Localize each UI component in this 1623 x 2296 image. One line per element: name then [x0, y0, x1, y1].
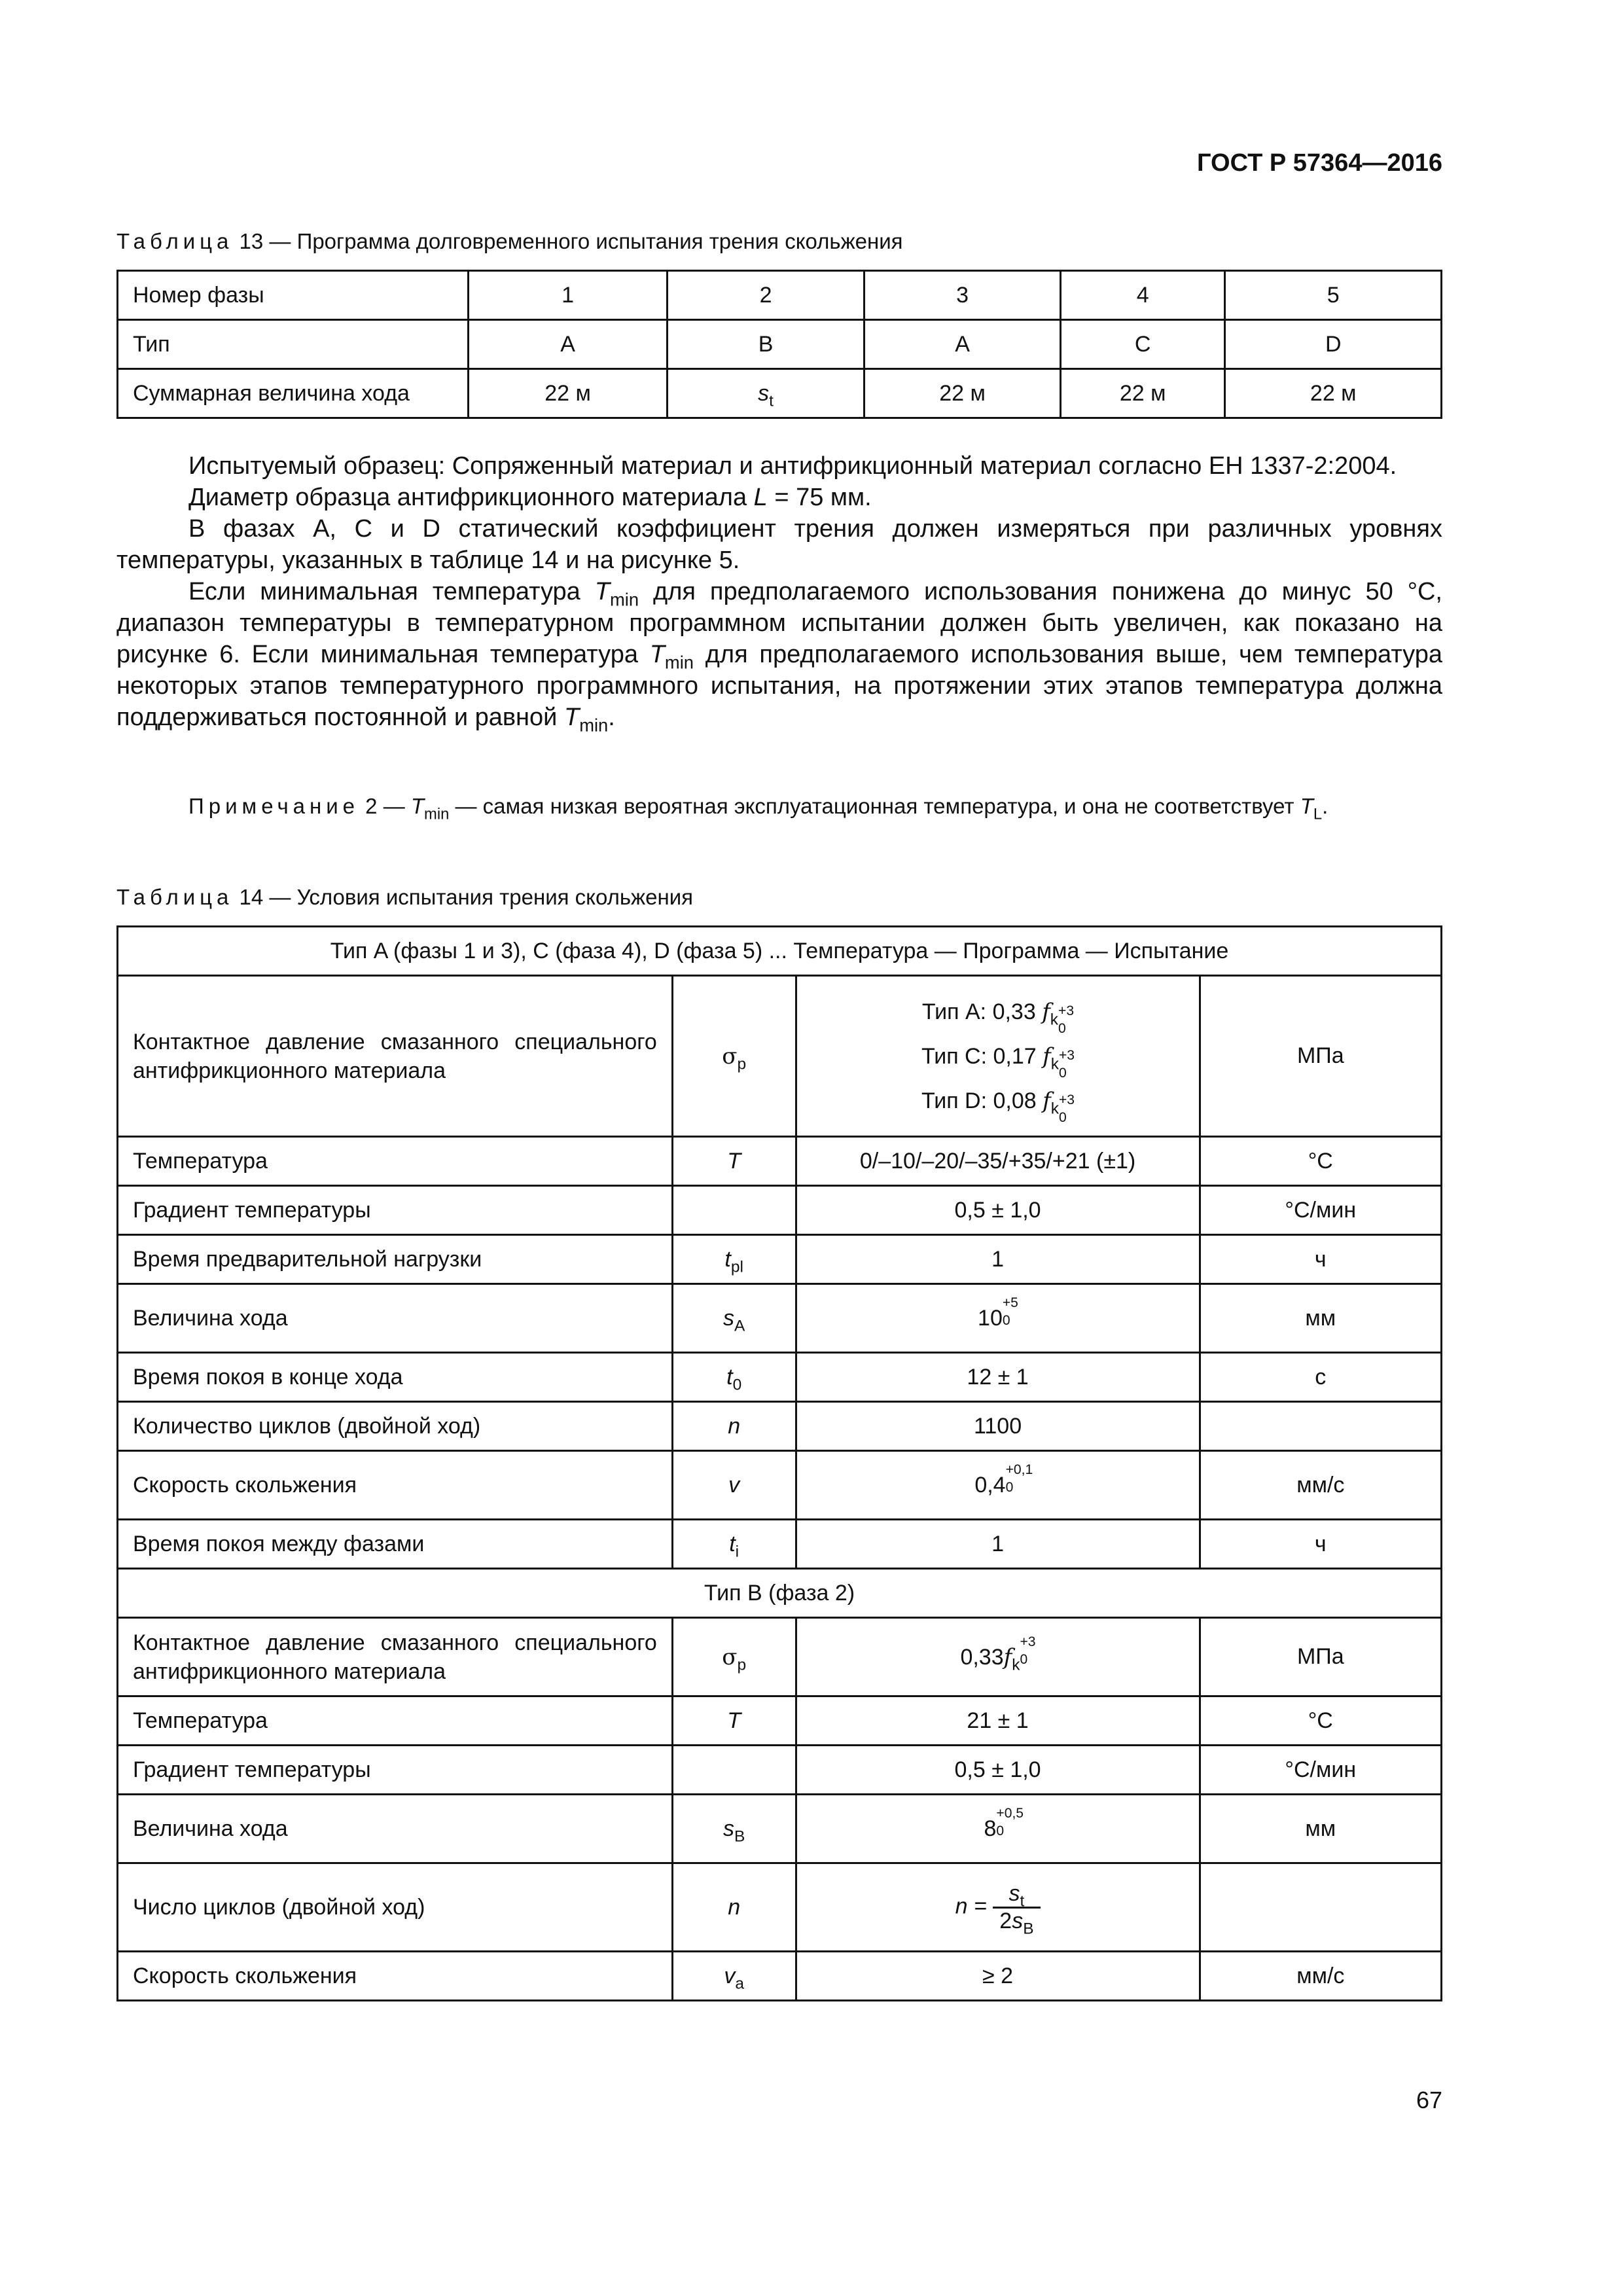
symbol-cell: n	[672, 1863, 796, 1952]
unit-cell: °C	[1200, 1137, 1441, 1186]
table14-section-a	[118, 927, 1442, 976]
symbol-cell: $v_a$	[672, 1952, 796, 2001]
table13-row-type	[118, 320, 1442, 369]
table14-row	[118, 1137, 1442, 1186]
row-label: Число циклов (двойной ход)	[118, 1863, 673, 1952]
unit-cell: °C	[1200, 1696, 1441, 1746]
row-label: Количество циклов (двойной ход)	[118, 1402, 673, 1451]
row-label: Время покоя в конце хода	[118, 1353, 673, 1402]
table14-row	[118, 1795, 1442, 1863]
section-a-heading: Тип A (фазы 1 и 3), C (фаза 4), D (фаза 5) ... Температура — Программа — Испытание	[118, 927, 1442, 976]
sigma-symbol: $\sigma_p$	[672, 976, 796, 1137]
table13-cell: A	[865, 320, 1061, 369]
unit-cell: °С/мин	[1200, 1746, 1441, 1795]
table13-cell: 3	[865, 271, 1061, 320]
value-cell: 0,5 ± 1,0	[796, 1746, 1200, 1795]
value-cell: 12 ± 1	[796, 1353, 1200, 1402]
row-label: Температура	[118, 1137, 673, 1186]
pressure-value-b: $0,33f_k$ +3 0	[796, 1618, 1200, 1696]
body-text	[116, 450, 1442, 736]
unit-cell: с	[1200, 1353, 1441, 1402]
unit-cell	[1200, 1402, 1441, 1451]
pressure-type-c: Тип C: 0,17 $f_k$ +3 0	[921, 1043, 1075, 1081]
cycles-equals: n =	[955, 1893, 993, 1918]
symbol-cell	[672, 1746, 796, 1795]
table13-cell: Тип	[118, 320, 469, 369]
table14-row	[118, 1952, 1442, 2001]
table13-cell: Суммарная величина хода	[118, 369, 469, 418]
row-label: Время предварительной нагрузки	[118, 1235, 673, 1284]
table13-cell: D	[1225, 320, 1442, 369]
table13-cell-st	[667, 369, 864, 418]
row-label: Скорость скольжения	[118, 1451, 673, 1520]
unit-cell: ч	[1200, 1520, 1441, 1569]
value-cell: 1	[796, 1520, 1200, 1569]
pressure-type-a: Тип A: 0,33 $f_k$ +3 0	[921, 998, 1075, 1036]
unit-cell: мм/с	[1200, 1451, 1441, 1520]
table13-caption-text: 13 — Программа долговременного испытания трения скольжения	[233, 229, 903, 253]
table13-cell: 22 м	[1225, 369, 1442, 418]
table13-cell: 22 м	[469, 369, 668, 418]
table13-cell: A	[469, 320, 668, 369]
unit-cell: МПа	[1200, 1618, 1441, 1696]
symbol-cell	[672, 1186, 796, 1235]
table14	[116, 925, 1442, 2001]
unit-cell: мм	[1200, 1795, 1441, 1863]
table14-caption-prefix: Таблица	[116, 885, 234, 909]
value-cell: 0,4 +0,1 0	[796, 1451, 1200, 1520]
table14-row	[118, 1746, 1442, 1795]
fraction-denominator: $2s_B$	[999, 1908, 1034, 1938]
table13-row-phase	[118, 271, 1442, 320]
symbol-cell: $s_B$	[672, 1795, 796, 1863]
paragraph-specimen: Испытуемый образец: Сопряженный материал и антифрикционный материал согласно ЕН 1337-2:2004.	[188, 452, 1397, 480]
note-2: Примечание 2 — $T_{min}$ — самая низкая вероятная эксплуатационная температура, и она не соответствует $T_L$.	[188, 794, 1329, 823]
symbol-cell: T	[672, 1137, 796, 1186]
value-cell: ≥ 2	[796, 1952, 1200, 2001]
table13-cell: 22 м	[1060, 369, 1225, 418]
table14-row	[118, 1451, 1442, 1520]
paragraph-phases: В фазах A, C и D статический коэффициент трения должен измеряться при различных уровнях температуры, указанных в таблице 14 и на рисунке 5.	[116, 515, 1442, 574]
row-label: Величина хода	[118, 1284, 673, 1353]
table14-caption	[116, 885, 693, 910]
table14-row	[118, 1520, 1442, 1569]
row-label: Градиент температуры	[118, 1186, 673, 1235]
unit-cell: °С/мин	[1200, 1186, 1441, 1235]
table14-row	[118, 1353, 1442, 1402]
page-number: 67	[1416, 2087, 1442, 2113]
table13-cell: C	[1060, 320, 1225, 369]
st-symbol: s	[758, 380, 770, 406]
table13-cell: Номер фазы	[118, 271, 469, 320]
table13-cell: 2	[667, 271, 864, 320]
cycles-formula	[796, 1863, 1200, 1952]
symbol-cell: $t_{pl}$	[672, 1235, 796, 1284]
row-label: Величина хода	[118, 1795, 673, 1863]
row-label: Контактное давление смазанного специального антифрикционного материала	[118, 976, 673, 1137]
row-label: Температура	[118, 1696, 673, 1746]
symbol-cell: $t_i$	[672, 1520, 796, 1569]
section-b-heading: Тип B (фаза 2)	[118, 1569, 1442, 1618]
fraction-numerator: $s_t$	[993, 1881, 1040, 1909]
value-cell: 21 ± 1	[796, 1696, 1200, 1746]
pressure-type-d: Тип D: 0,08 $f_k$ +3 0	[921, 1087, 1075, 1125]
table14-row	[118, 1284, 1442, 1353]
unit-cell: МПа	[1200, 976, 1441, 1137]
symbol-cell: v	[672, 1451, 796, 1520]
table13-cell: 22 м	[865, 369, 1061, 418]
row-label: Скорость скольжения	[118, 1952, 673, 2001]
symbol-cell: $s_A$	[672, 1284, 796, 1353]
unit-cell	[1200, 1863, 1441, 1952]
sigma-symbol: $\sigma_p$	[672, 1618, 796, 1696]
pressure-values-a	[796, 976, 1200, 1137]
table13-row-total-stroke	[118, 369, 1442, 418]
table14-row-pressure-b	[118, 1618, 1442, 1696]
value-cell: 0/–10/–20/–35/+35/+21 (±1)	[796, 1137, 1200, 1186]
row-label: Время покоя между фазами	[118, 1520, 673, 1569]
symbol-cell: T	[672, 1696, 796, 1746]
unit-cell: ч	[1200, 1235, 1441, 1284]
st-sub: t	[769, 392, 774, 410]
table14-caption-text: 14 — Условия испытания трения скольжения	[233, 885, 694, 909]
document-page	[116, 0, 1442, 2296]
value-cell: 0,5 ± 1,0	[796, 1186, 1200, 1235]
document-code: ГОСТ Р 57364—2016	[1197, 149, 1442, 177]
table13	[116, 270, 1442, 419]
table14-row	[118, 1235, 1442, 1284]
table14-row	[118, 1186, 1442, 1235]
table13-caption-prefix: Таблица	[116, 229, 234, 253]
table13-cell: 4	[1060, 271, 1225, 320]
symbol-cell: $t_0$	[672, 1353, 796, 1402]
table14-row-pressure-a	[118, 976, 1442, 1137]
row-label: Контактное давление смазанного специального антифрикционного материала	[118, 1618, 673, 1696]
table14-row	[118, 1402, 1442, 1451]
unit-cell: мм/с	[1200, 1952, 1441, 2001]
paragraph-min-temperature: Если минимальная температура $T_{min}$ для предполагаемого использования понижена до минус 50 °С, диапазон температуры в температурном программном испытании должен быть увеличен, как показано на рисунке 6. Если минимальная температура $T_{min}$ для предполагаемого использования выше, чем температура некоторых этапов температурного программного испытания, на протяжении этих этапов температура должна поддерживаться постоянной и равной $T_{min}$.	[116, 578, 1442, 736]
value-cell: 1100	[796, 1402, 1200, 1451]
cycles-fraction	[993, 1880, 1040, 1938]
table14-row-cycles	[118, 1863, 1442, 1952]
table13-caption	[116, 229, 903, 254]
table13-cell: 1	[469, 271, 668, 320]
table13-cell: B	[667, 320, 864, 369]
unit-cell: мм	[1200, 1284, 1441, 1353]
value-cell: 8 +0,5 0	[796, 1795, 1200, 1863]
table14-row	[118, 1696, 1442, 1746]
symbol-cell: n	[672, 1402, 796, 1451]
paragraph-diameter: Диаметр образца антифрикционного материала L = 75 мм.	[188, 484, 872, 511]
table13-cell: 5	[1225, 271, 1442, 320]
value-cell: 10 +5 0	[796, 1284, 1200, 1353]
table14-section-b	[118, 1569, 1442, 1618]
value-cell: 1	[796, 1235, 1200, 1284]
row-label: Градиент температуры	[118, 1746, 673, 1795]
